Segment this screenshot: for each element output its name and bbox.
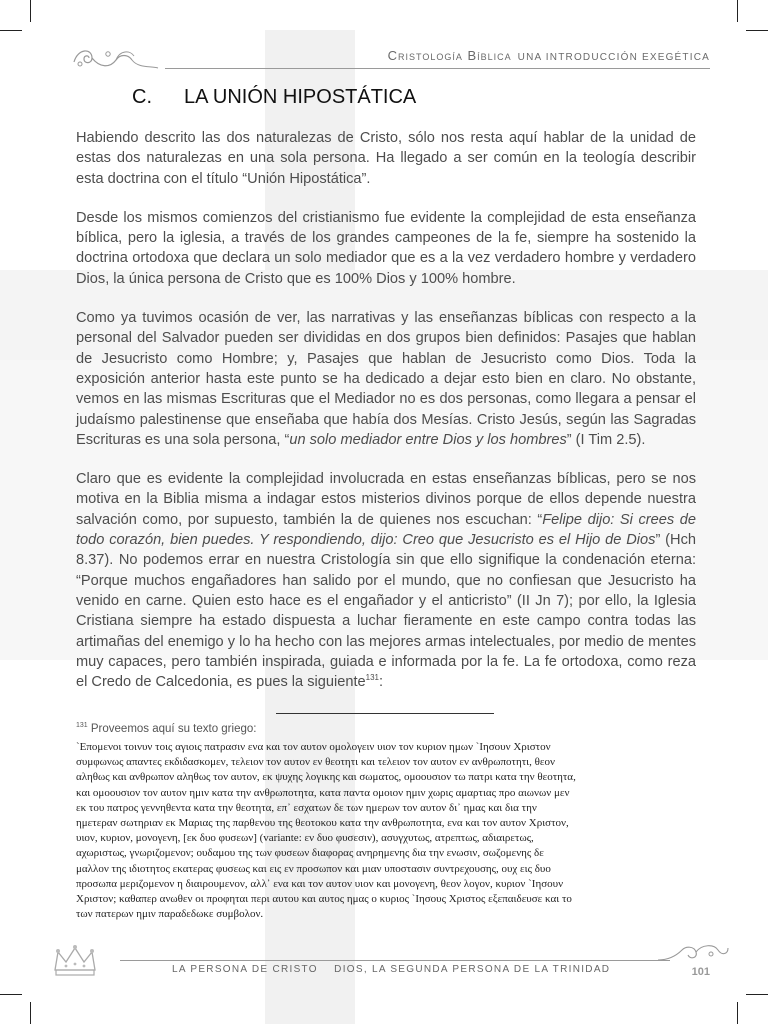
footnote-separator (276, 713, 494, 714)
greek-creed-text (76, 740, 696, 922)
page-header (70, 44, 710, 72)
greek-line: ημετεραν σωτηριαν εκ Μαριας της παρθενου της θεοτοκου κατα την ανθρωποτητα, ενα και τον αυτον Χριστον, (76, 817, 569, 830)
section-title: LA UNIÓN HIPOSTÁTICA (184, 86, 417, 108)
header-rule (165, 68, 710, 69)
flourish-ornament-icon (656, 942, 730, 966)
paragraph-3-citation: ” (I Tim 2.5). (566, 431, 646, 448)
book-subtitle: UNA INTRODUCCIÓN EXEGÉTICA (517, 52, 710, 63)
paragraph-1: Habiendo descrito las dos naturalezas de Cristo, sólo nos resta aquí hablar de la unidad de estas dos naturalezas en una sola persona. Ha llegado a ser común en la teología describir esta doctrina con el título “Unión Hipostática”. (76, 130, 696, 187)
paragraph-4-end: : (379, 674, 384, 691)
greek-line: εκ του πατρος γεννηθεντα κατα την θεοτητα, επ᾽ εσχατων δε των ημερων τον αυτον δι᾽ ημας και δια την (76, 801, 537, 814)
footer-rule (120, 960, 670, 961)
greek-line: συμφωνως απαντες εκδιδασκομεν, τελειον τον αυτον εν θεοτητι και τελειον τον αυτον εν ανθρωποτητι, θεον (76, 756, 555, 769)
book-title: Cristología Bíblica (387, 48, 512, 63)
greek-line: αληθως και ανθρωπον αληθως τον αυτον, εκ ψυχης λογικης και σωματος, ομοουσιον τω πατρι κατα την θεοτητα, (76, 771, 576, 784)
body-text (76, 128, 696, 711)
greek-line: μαλλον της ιδιοτητος εκατερας φυσεως και εις εν προσωπον και μιαν υποστασιν συντρεχουσης, ουχ εις δυο (76, 862, 551, 875)
scripture-quote: un solo mediador entre Dios y los hombres (289, 431, 567, 448)
greek-line: των πατερων ημιν παραδεδωκε συμβολον. (76, 908, 264, 921)
flourish-ornament-icon (70, 44, 160, 72)
footnote-intro (76, 722, 696, 735)
paragraph-4-text: Claro que es evidente la complejidad involucrada en estas enseñanzas bíblicas, pero se nos motiva en la Biblia misma a indagar estos misterios divinos porque de ellos depende nuestra salvación como, por supuesto, también la de quienes nos escuchan: “ (76, 471, 696, 528)
footnote-number: 131 (76, 722, 88, 729)
running-footer-title: LA PERSONA DE CRISTO DIOS, LA SEGUNDA PERSONA DE LA TRINIDAD (172, 964, 611, 975)
greek-line: προσωπα μεριζομενον η διαιρουμενον, αλλ᾽ ενα και τον αυτον υιον και μονογενη, θεον λογον, κυριον `Ιησουν (76, 877, 564, 890)
page-number: 101 (691, 966, 710, 978)
greek-line: και ομοουσιον τον αυτον ημιν κατα την ανθρωποτητα, κατα παντα ομοιον ημιν χωρις αμαρτιας προ αιωνων μεν (76, 786, 570, 799)
paragraph-4 (76, 469, 696, 692)
greek-line: Χριστον; καθαπερ ανωθεν οι προφηται περι αυτου και αυτος ημας ο κυριος `Ιησους Χριστος εξεπαιδευσε και το (76, 893, 572, 906)
running-header-title (388, 48, 710, 63)
paragraph-2: Desde los mismos comienzos del cristianismo fue evidente la complejidad de esta enseñanza bíblica, pero la iglesia, a través de los grandes campeones de la fe, siempre ha sostenido la doctrina ortodoxa que declara un solo mediador que es a la vez verdadero hombre y verdadero Dios, la única persona de Cristo que es 100% Dios y 100% hombre. (76, 209, 696, 287)
paragraph-3-text: Como ya tuvimos ocasión de ver, las narrativas y las enseñanzas bíblicas con respecto a la personal del Salvador pueden ser divididas en dos grupos bien definidos: Pasajes que hablan de Jesucristo como Hombre; y, Pasajes que hablan de Jesucristo como Dios. Toda la exposición anterior hasta este punto se ha dedicado a dejar esto bien en claro. No obstante, vemos en las mismas Escrituras que el Mediador no es dos personas, como llegara a pensar el judaísmo palestinense que enseñaba que había dos Mesías. Cristo Jesús, según las Sagradas Escrituras es una sola persona, “ (76, 310, 696, 448)
page-footer (40, 942, 730, 988)
greek-line: υιον, κυριον, μονογενη, [εκ δυο φυσεων] (variante: εν δυο φυσεσιν), ασυγχυτως, ατρεπτως, αδιαιρετως, (76, 832, 534, 845)
footnote-reference[interactable]: 131 (365, 673, 379, 683)
section-letter: C. (132, 86, 152, 108)
scripture-quote: Felipe dijo: Si crees de todo corazón, bien puedes. Y respondiendo, dijo: Creo que Jesucristo es el Hijo de Dios (76, 511, 696, 549)
section-heading (132, 86, 416, 109)
footnote-intro-text: Proveemos aquí su texto griego: (87, 722, 257, 735)
paragraph-4-continuation: ” (Hch 8.37). No podemos errar en nuestra Cristología sin que ello signifique la condenación eterna: “Porque muchos engañadores han salido por el mundo, que no confiesan que Jesucristo ha venido en carne. Quien esto hace es el engañador y el anticristo” (II Jn 7); por ello, la Iglesia Cristiana siempre ha estado dispuesta a luchar fieramente en este campo contra todas las artimañas del enemigo y lo ha hecho con las mejores armas intelectuales, por medio de mentes muy capaces, pero también inspirada, guiada e informada por la fe. La fe ortodoxa, como reza el Credo de Calcedonia, es pues la siguiente (76, 532, 696, 691)
greek-line: αχωριστως, γνωριζομενον; ουδαμου της των φυσεων διαφορας ανηρημενης δια την ενωσιν, σωζομενης δε (76, 847, 544, 860)
crown-icon (50, 942, 100, 978)
greek-line: `Επομενοι τοινυν τοις αγιοις πατρασιν ενα και τον αυτον ομολογειν υιον τον κυριον ημων `Ιησουν Χριστον (76, 741, 551, 753)
paragraph-3 (76, 308, 696, 450)
